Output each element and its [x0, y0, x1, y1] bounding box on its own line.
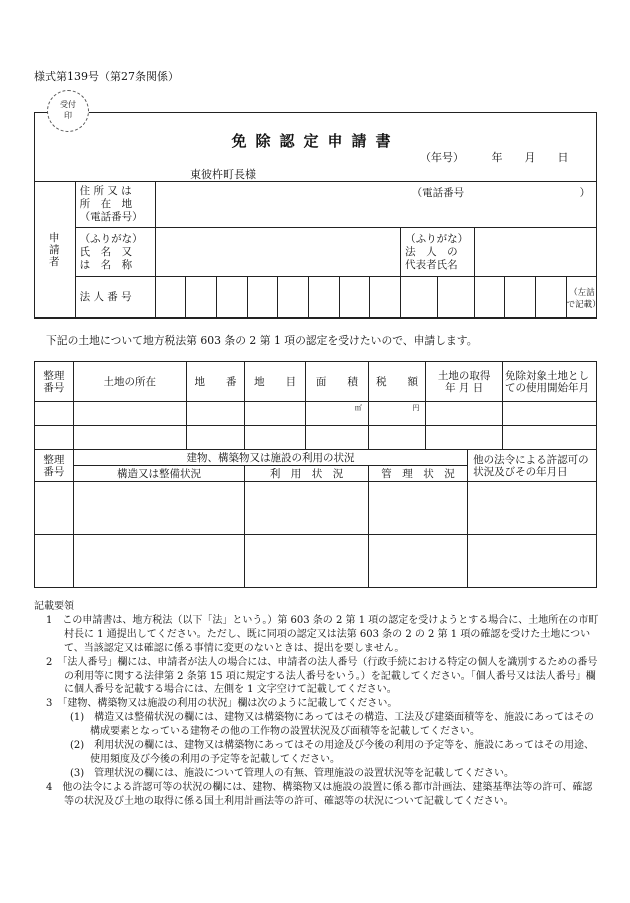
use-row1-management[interactable]	[368, 482, 467, 535]
land-row2-number[interactable]	[35, 426, 74, 450]
use-header-group: 建物、構築物又は施設の利用の状況	[73, 450, 467, 466]
applicant-label: 申 請 者	[34, 182, 75, 319]
use-header-management: 管 理 状 況	[368, 466, 467, 482]
land-header-number: 整理番号	[35, 362, 74, 402]
note-3-1: (1) 構造又は整備状況の欄には、建物又は構築物にあってはその構造、工法及び建築面積等を、施設にあってはその構成要素となっている建物その他の工作物の設置状況及び面積等を記載してください。	[70, 712, 594, 738]
use-row2-number[interactable]	[35, 535, 74, 588]
corp-digit-9[interactable]	[401, 277, 438, 319]
corp-digit-10[interactable]	[437, 277, 474, 319]
land-row1-lot[interactable]	[186, 402, 245, 426]
use-row2-management[interactable]	[368, 535, 467, 588]
form-number: 様式第139号（第27条関係）	[34, 70, 179, 83]
addressee: 東彼杵町長様	[190, 168, 256, 181]
corp-digit-1[interactable]	[155, 277, 186, 319]
note-3-2: (2) 利用状況の欄には、建物又は構築物にあってはその用途及び今後の利用の予定等を、施設にあってはその用途、使用頻度及び今後の利用の予定等を記載してください。	[70, 740, 594, 765]
land-row2-exemption[interactable]	[503, 426, 597, 450]
name-label: （ふりがな） 氏 名 又 は 名 称	[75, 228, 155, 277]
land-header-acquisition-date: 土地の取得年 月 日	[426, 362, 503, 402]
land-row1-number[interactable]	[35, 402, 74, 426]
land-row1-acquisition[interactable]	[426, 402, 503, 426]
land-row2-tax[interactable]	[368, 426, 426, 450]
land-header-exemption-start: 免除対象土地としての使用開始年月	[503, 362, 597, 402]
land-row1-area[interactable]: ㎡	[306, 402, 369, 426]
use-row1-structure[interactable]	[73, 482, 245, 535]
note-4: 4 他の法令による許認可等の状況の欄には、建物、構築物又は施設の設置に係る都市計画法、建築基準法等の許可、確認等の状況及び土地の取得に係る国土利用計画法等の許可、確認等の状況について記載してください。	[46, 781, 593, 807]
corp-digit-4[interactable]	[247, 277, 278, 319]
corp-digit-7[interactable]	[339, 277, 370, 319]
stamp-line1: 受付	[60, 100, 76, 109]
address-label: 住 所 又 は 所 在 地 （電話番号）	[75, 182, 155, 228]
address-field[interactable]	[155, 182, 597, 228]
land-header-category: 地 目	[245, 362, 306, 402]
corp-number-note: （左詰で記載）	[566, 277, 597, 319]
form-title: 免除認定申請書	[231, 132, 400, 150]
use-header-structure: 構造又は整備状況	[73, 466, 245, 482]
corporate-number-label: 法 人 番 号	[75, 277, 155, 319]
use-row2-structure[interactable]	[73, 535, 245, 588]
use-row1-usage[interactable]	[245, 482, 368, 535]
land-header-lot: 地 番	[186, 362, 245, 402]
use-header-number: 整理番号	[35, 450, 74, 482]
corp-digit-13[interactable]	[535, 277, 566, 319]
land-row1-category[interactable]	[245, 402, 306, 426]
land-row2-lot[interactable]	[186, 426, 245, 450]
stamp-line2: 印	[64, 111, 72, 120]
corp-digit-11[interactable]	[474, 277, 505, 319]
phone-label: （電話番号 ）	[411, 187, 591, 199]
land-table	[34, 361, 597, 588]
use-header-permit: 他の法令による許認可の状況及びその年月日	[468, 450, 597, 482]
corp-digit-2[interactable]	[186, 277, 217, 319]
applicant-table	[34, 181, 601, 319]
instructions	[34, 600, 600, 809]
corp-digit-8[interactable]	[370, 277, 401, 319]
corp-digit-6[interactable]	[309, 277, 340, 319]
reception-stamp	[47, 90, 89, 132]
note-3: 3 「建物、構築物又は施設の利用の状況」欄は次のように記載してください。	[46, 698, 398, 710]
corp-digit-12[interactable]	[505, 277, 536, 319]
note-3-3: (3) 管理状況の欄には、施設について管理人の有無、管理施設の設置状況等を記載してください。	[70, 767, 514, 779]
name-field[interactable]	[155, 228, 401, 277]
land-row2-category[interactable]	[245, 426, 306, 450]
land-header-area: 面 積	[306, 362, 369, 402]
note-1: 1 この申請書は、地方税法（以下「法」という。）第 603 条の 2 第 1 項の認定を受けようとする場合に、土地所在の市町村長に 1 通提出してください。ただし、既に同項の認定又は法第 603 条の 2 の 2 第 1 項の確認を受けた土地について、当該認定又は確認に係る事情に変更のないときは、提出を要しません。	[46, 614, 599, 654]
land-row1-exemption[interactable]	[503, 402, 597, 426]
use-header-usage: 利 用 状 況	[245, 466, 368, 482]
land-header-location: 土地の所在	[73, 362, 186, 402]
land-row2-location[interactable]	[73, 426, 186, 450]
land-row1-location[interactable]	[73, 402, 186, 426]
use-row1-number[interactable]	[35, 482, 74, 535]
land-row2-area[interactable]	[306, 426, 369, 450]
land-row2-acquisition[interactable]	[426, 426, 503, 450]
representative-field[interactable]	[474, 228, 597, 277]
corp-digit-5[interactable]	[278, 277, 309, 319]
land-header-tax: 税 額	[368, 362, 426, 402]
use-row1-permit[interactable]	[468, 482, 597, 535]
instructions-heading: 記載要領	[34, 601, 74, 612]
note-2: 2 「法人番号」欄には、申請者が法人の場合には、申請者の法人番号（行政手続における特定の個人を識別するための番号の利用等に関する法律第 2 条第 15 項に規定する法人番号をいう。）を記載してください。「個人番号又は法人番号」欄に個人番号を記載する場合には、左側を 1 文字空けて記載してください。	[46, 656, 598, 696]
land-row1-tax[interactable]: 円	[368, 402, 426, 426]
use-row2-permit[interactable]	[468, 535, 597, 588]
representative-label: （ふりがな） 法 人 の 代表者氏名	[401, 228, 474, 277]
corp-digit-3[interactable]	[217, 277, 248, 319]
intro-text: 下記の土地について地方税法第 603 条の 2 第 1 項の認定を受けたいので、申請します。	[46, 334, 478, 347]
use-row2-usage[interactable]	[245, 535, 368, 588]
date-line[interactable]: （年号） 年 月 日	[420, 151, 569, 164]
